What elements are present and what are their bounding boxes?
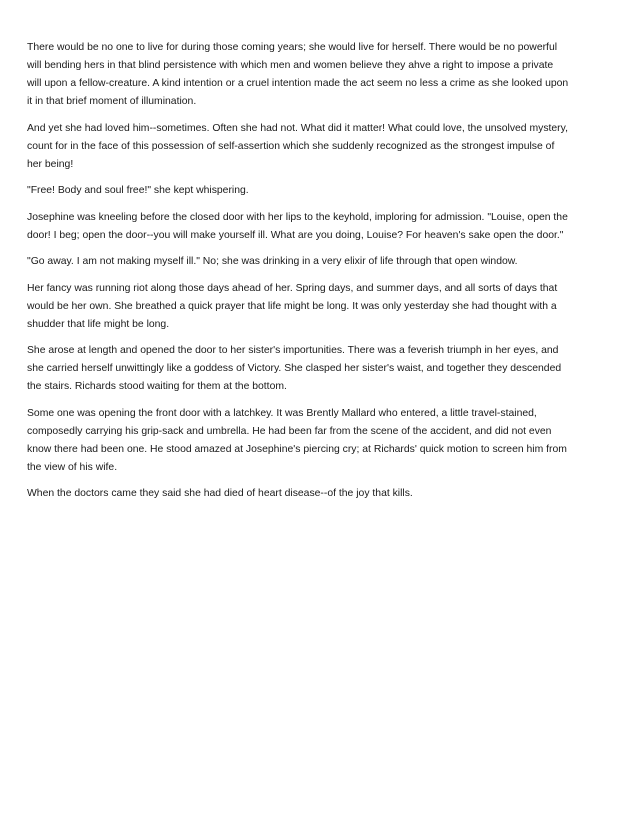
paragraph-9: When the doctors came they said she had died of heart disease--of the joy that kills. — [27, 488, 413, 500]
paragraph-5: "Go away. I am not making myself ill." No; she was drinking in a very elixir of life through that open window. — [27, 256, 518, 268]
paragraph-4: Josephine was kneeling before the closed door with her lips to the keyhold, imploring for admission. "Louise, open the door! I beg; open the door--you will make yourself ill. What are you doing, Louise? For heaven's sake open the door." — [27, 211, 568, 241]
paragraph-2: And yet she had loved him--sometimes. Often she had not. What did it matter! What could love, the unsolved mystery, count for in the face of this possession of self-assertion which she suddenly recognized as the strongest impulse of her being! — [27, 122, 568, 170]
paragraph-7: She arose at length and opened the door to her sister's importunities. There was a feverish triumph in her eyes, and she carried herself unwittingly like a goddess of Victory. She clasped her sister's waist, and together they descended the stairs. Richards stood waiting for them at the bottom. — [27, 345, 562, 393]
paragraph-1: There would be no one to live for during those coming years; she would live for herself. There would be no powerful will bending hers in that blind persistence with which men and women believe they ahve a right to impose a private will upon a fellow-creature. A kind intention or a cruel intention made the act seem no less a crime as she looked upon it in that brief moment of illumination. — [27, 42, 569, 108]
paragraph-6: Her fancy was running riot along those days ahead of her. Spring days, and summer days, and all sorts of days that would be her own. She breathed a quick prayer that life might be long. It was only yesterday she had thought with a shudder that life might be long. — [27, 282, 558, 330]
paragraph-8: Some one was opening the front door with a latchkey. It was Brently Mallard who entered, a little travel-stained, composedly carrying his grip-sack and umbrella. He had been far from the scene of the accident, and did not even know there had been one. He stood amazed at Josephine's piercing cry; at Richards' quick motion to screen him from the view of his wife. — [27, 407, 567, 473]
document-page — [27, 39, 569, 512]
paragraph-3: "Free! Body and soul free!" she kept whispering. — [27, 185, 249, 197]
